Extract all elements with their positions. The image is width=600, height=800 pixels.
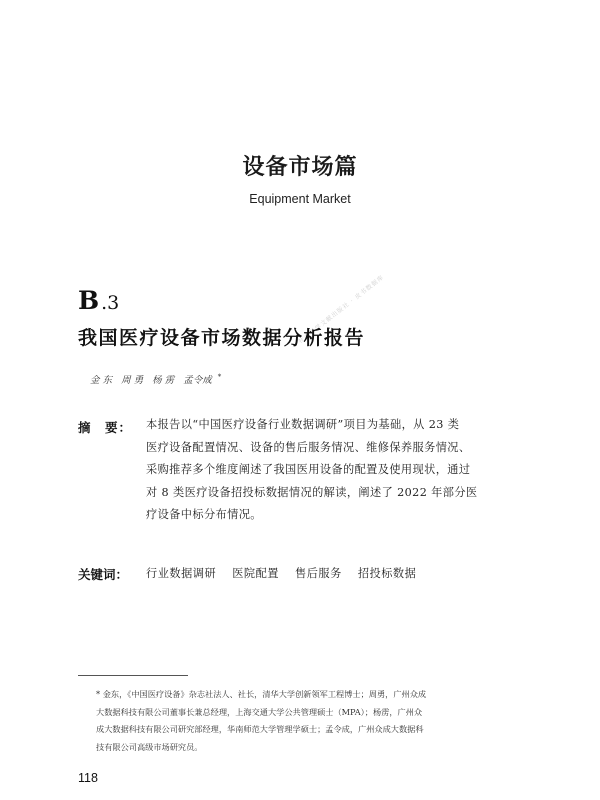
footnote bbox=[96, 686, 536, 756]
footnote-line: 技有限公司高级市场研究员。 bbox=[96, 741, 203, 752]
keywords-label: 关键词： bbox=[78, 567, 129, 582]
abstract-line: 本报告以“中国医疗设备行业数据调研”项目为基础，从 23 类 bbox=[146, 418, 460, 431]
report-code bbox=[78, 288, 119, 313]
abstract-label: 摘 要： bbox=[78, 420, 133, 435]
keyword-item: 医院配置 bbox=[232, 567, 279, 580]
footnote-divider bbox=[78, 675, 188, 676]
abstract-line: 疗设备中标分布情况。 bbox=[146, 508, 262, 521]
keyword-item: 售后服务 bbox=[295, 567, 342, 580]
abstract-line: 对 8 类医疗设备招投标数据情况的解读，阐述了 2022 年部分医 bbox=[146, 485, 478, 499]
author-list bbox=[90, 372, 227, 386]
section-title: 设备市场篇 bbox=[242, 155, 358, 180]
footnote-line: * 金东，《中国医疗设备》杂志社法人、社长，清华大学创新领军工程博士；周勇，广州众成 bbox=[96, 689, 427, 699]
watermark: 社会科学文献出版社 · 皮书数据库 bbox=[297, 273, 386, 346]
keyword-item: 招投标数据 bbox=[357, 567, 417, 580]
author-name: 杨 雳 bbox=[152, 375, 175, 386]
footnote-line: 大数据科技有限公司董事长兼总经理，上海交通大学公共管理硕士（MPA）；杨雳，广州众 bbox=[96, 706, 423, 717]
report-code-number: .3 bbox=[101, 292, 120, 314]
author-name: 金 东 bbox=[90, 375, 113, 386]
author-name: 孟令成 * bbox=[183, 372, 222, 386]
author-name: 周 勇 bbox=[121, 375, 144, 386]
abstract-line: 医疗设备配置情况、设备的售后服务情况、维修保养服务情况、 bbox=[146, 440, 471, 454]
keyword-item: 行业数据调研 bbox=[146, 567, 217, 580]
section-subtitle: Equipment Market bbox=[249, 192, 351, 206]
author-footnote-mark: * bbox=[217, 372, 222, 381]
keyword-list bbox=[146, 565, 428, 581]
page-number: 118 bbox=[78, 771, 98, 785]
abstract-text bbox=[146, 414, 538, 527]
report-title: 我国医疗设备市场数据分析报告 bbox=[78, 327, 366, 349]
report-code-letter: B bbox=[78, 286, 100, 315]
abstract-line: 采购推荐多个维度阐述了我国医用设备的配置及使用现状，通过 bbox=[146, 463, 471, 476]
footnote-line: 成大数据科技有限公司研究部经理，华南师范大学管理学硕士；孟令成，广州众成大数据科 bbox=[96, 724, 424, 734]
